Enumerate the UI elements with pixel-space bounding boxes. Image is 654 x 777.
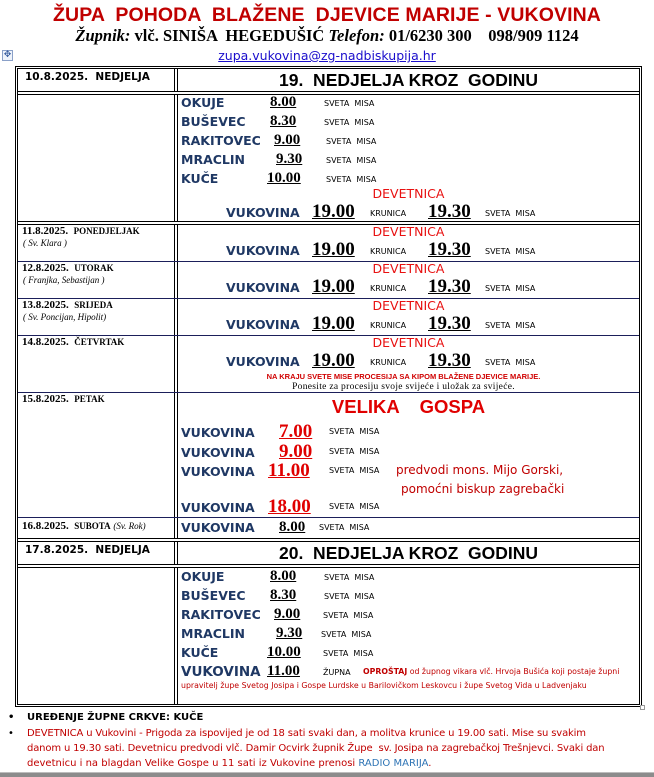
radio-marija-link[interactable]: RADIO MARIJA: [358, 758, 429, 769]
week1-header-row: [18, 69, 639, 91]
saint-name: ( Sv. Klara ): [23, 238, 67, 248]
pastor-label: Župnik:: [75, 26, 131, 45]
pastor-name: vlč. SINIŠA HEGEDUŠIĆ: [130, 26, 329, 45]
farewell-note: OPROŠTAJ od župnog vikara vlč. Hrvoja Bušića koji postaje župni: [363, 667, 620, 676]
week2-masses-row: OKUJE 8.00 SVETA MISA BUŠEVEC 8.30 SVETA MISA RAKITOVEC 9.00 SVETA MISA MRACLIN 9.30 SVETA MISA KUČE 10.00 SVETA MISA VUKOVINA 11.00 ŽUPNA OPROŠTAJ od župnog vikara vlč. Hrvoja Bušića koji postaje župni upravitelj župe Svetog Josipa i Gospe Lurdske u Barilovičkom Leskovcu i župe Svetog Vida u Ladvenjaku: [18, 568, 639, 704]
saturday-date: 16.8.2025. SUBOTA (Sv. Rok): [22, 520, 146, 532]
candles-note: Ponesite za procesiju svoje svijeće i uložak za svijeće.: [292, 382, 515, 392]
week2-date: 17.8.2025. NEDJELJA: [25, 544, 150, 556]
phone-numbers: 01/6230 300 098/909 1124: [384, 26, 579, 45]
week1-date: 10.8.2025. NEDJELJA: [25, 71, 150, 83]
devetnica-label: DEVETNICA: [372, 298, 445, 313]
saint-name: ( Franjka, Sebastijan ): [23, 275, 105, 285]
celebrant-note-line2: pomoćni biskup zagrebački: [401, 482, 565, 496]
devetnica-label: DEVETNICA: [372, 186, 445, 201]
celebrant-note: predvodi mons. Mijo Gorski,: [396, 463, 564, 477]
parish-title: ŽUPA POHODA BLAŽENE DJEVICE MARIJE - VUKOVINA: [53, 4, 601, 26]
table-move-handle-icon[interactable]: ✥: [3, 50, 12, 60]
devetnica-label: DEVETNICA: [372, 335, 445, 350]
assumption-title: VELIKA GOSPA: [331, 396, 486, 417]
devetnica-label: DEVETNICA: [372, 261, 445, 276]
pastor-contact-line: [0, 26, 654, 46]
week2-header-row: [18, 542, 639, 564]
devetnica-label: DEVETNICA: [372, 224, 445, 239]
weekday-row-tuesday: 12.8.2025. UTORAK ( Franjka, Sebastijan ) DEVETNICA VUKOVINA 19.00 KRUNICA 19.30 SVETA MISA: [18, 262, 639, 298]
weekday-date: 12.8.2025. UTORAK: [22, 262, 114, 274]
week2-title: 20. NEDJELJA KROZ GODINU: [279, 543, 538, 563]
notices-list: [6, 710, 646, 771]
phone-label: Telefon:: [328, 26, 385, 45]
weekday-row-wednesday: 13.8.2025. SRIJEDA ( Sv. Poncijan, Hipolit) DEVETNICA VUKOVINA 19.00 KRUNICA 19.30 SVETA MISA: [18, 299, 639, 335]
weekday-row-monday: 11.8.2025. PONEDJELJAK ( Sv. Klara ) DEVETNICA VUKOVINA 19.00 KRUNICA 19.30 SVETA MISA: [18, 225, 639, 261]
weekday-date: 11.8.2025. PONEDJELJAK: [22, 225, 140, 237]
saturday-row: 16.8.2025. SUBOTA (Sv. Rok) VUKOVINA 8.00 SVETA MISA: [18, 518, 639, 538]
notice-item-devetnica: • DEVETNICA u Vukovini - Prigoda za ispovijed je od 18 sati svaki dan, a molitva krunice u 19.00 sati. Mise su svakim danom u 19.30 sati. Devetnicu predvodi vlč. Damir Ocvirk župnik Župe sv. Josipa na zagrebačkoj Trešnjevci. Svaki dan devetnicu i na blagdan Velike Gospe u 11 sati iz Vukovine prenosi RADIO MARIJA.: [8, 728, 605, 769]
saint-name: ( Sv. Poncijan, Hipolit): [23, 312, 107, 322]
farewell-note-line2: upravitelj župe Svetog Josipa i Gospe Lurdske u Barilovičkom Leskovcu i župe Svetog Vida u Ladvenjaku: [181, 681, 587, 690]
email-link[interactable]: zupa.vukovina@zg-nadbiskupija.hr: [218, 48, 436, 63]
week1-masses-row: OKUJE 8.00 SVETA MISA BUŠEVEC 8.30 SVETA MISA RAKITOVEC 9.00 SVETA MISA MRACLIN 9.30 SVETA MISA KUČE 10.00 SVETA MISA DEVETNICA VUKOVINA 19.00 KRUNICA 19.30 SVETA MISA: [18, 95, 639, 221]
week1-title: 19. NEDJELJA KROZ GODINU: [279, 70, 538, 90]
weekday-date: 14.8.2025. ČETVRTAK: [22, 336, 125, 348]
notice-item-cleaning: • UREĐENJE ŽUPNE CRKVE: KUČE: [8, 712, 204, 723]
weekday-row-thursday: 14.8.2025. ČETVRTAK DEVETNICA VUKOVINA 19.00 KRUNICA 19.30 SVETA MISA NA KRAJU SVETE MISE PROCESIJA SA KIPOM BLAŽENE DJEVICE MARIJE. Ponesite za procesiju svoje svijeće i uložak za svijeće.: [18, 336, 639, 392]
assumption-row: 15.8.2025. PETAK VELIKA GOSPA VUKOVINA 7.00 SVETA MISA VUKOVINA 9.00 SVETA MISA VUKOVINA 11.00 SVETA MISA predvodi mons. Mijo Gorski, pomoćni biskup zagrebački VUKOVINA 18.00 SVETA MISA: [18, 393, 639, 517]
schedule-table: [15, 66, 642, 707]
weekday-date: 13.8.2025. SRIJEDA: [22, 299, 113, 311]
assumption-date: 15.8.2025. PETAK: [22, 393, 105, 405]
procession-note: NA KRAJU SVETE MISE PROCESIJA SA KIPOM BLAŽENE DJEVICE MARIJE.: [266, 372, 541, 381]
window-bottom-bar: [0, 772, 654, 777]
